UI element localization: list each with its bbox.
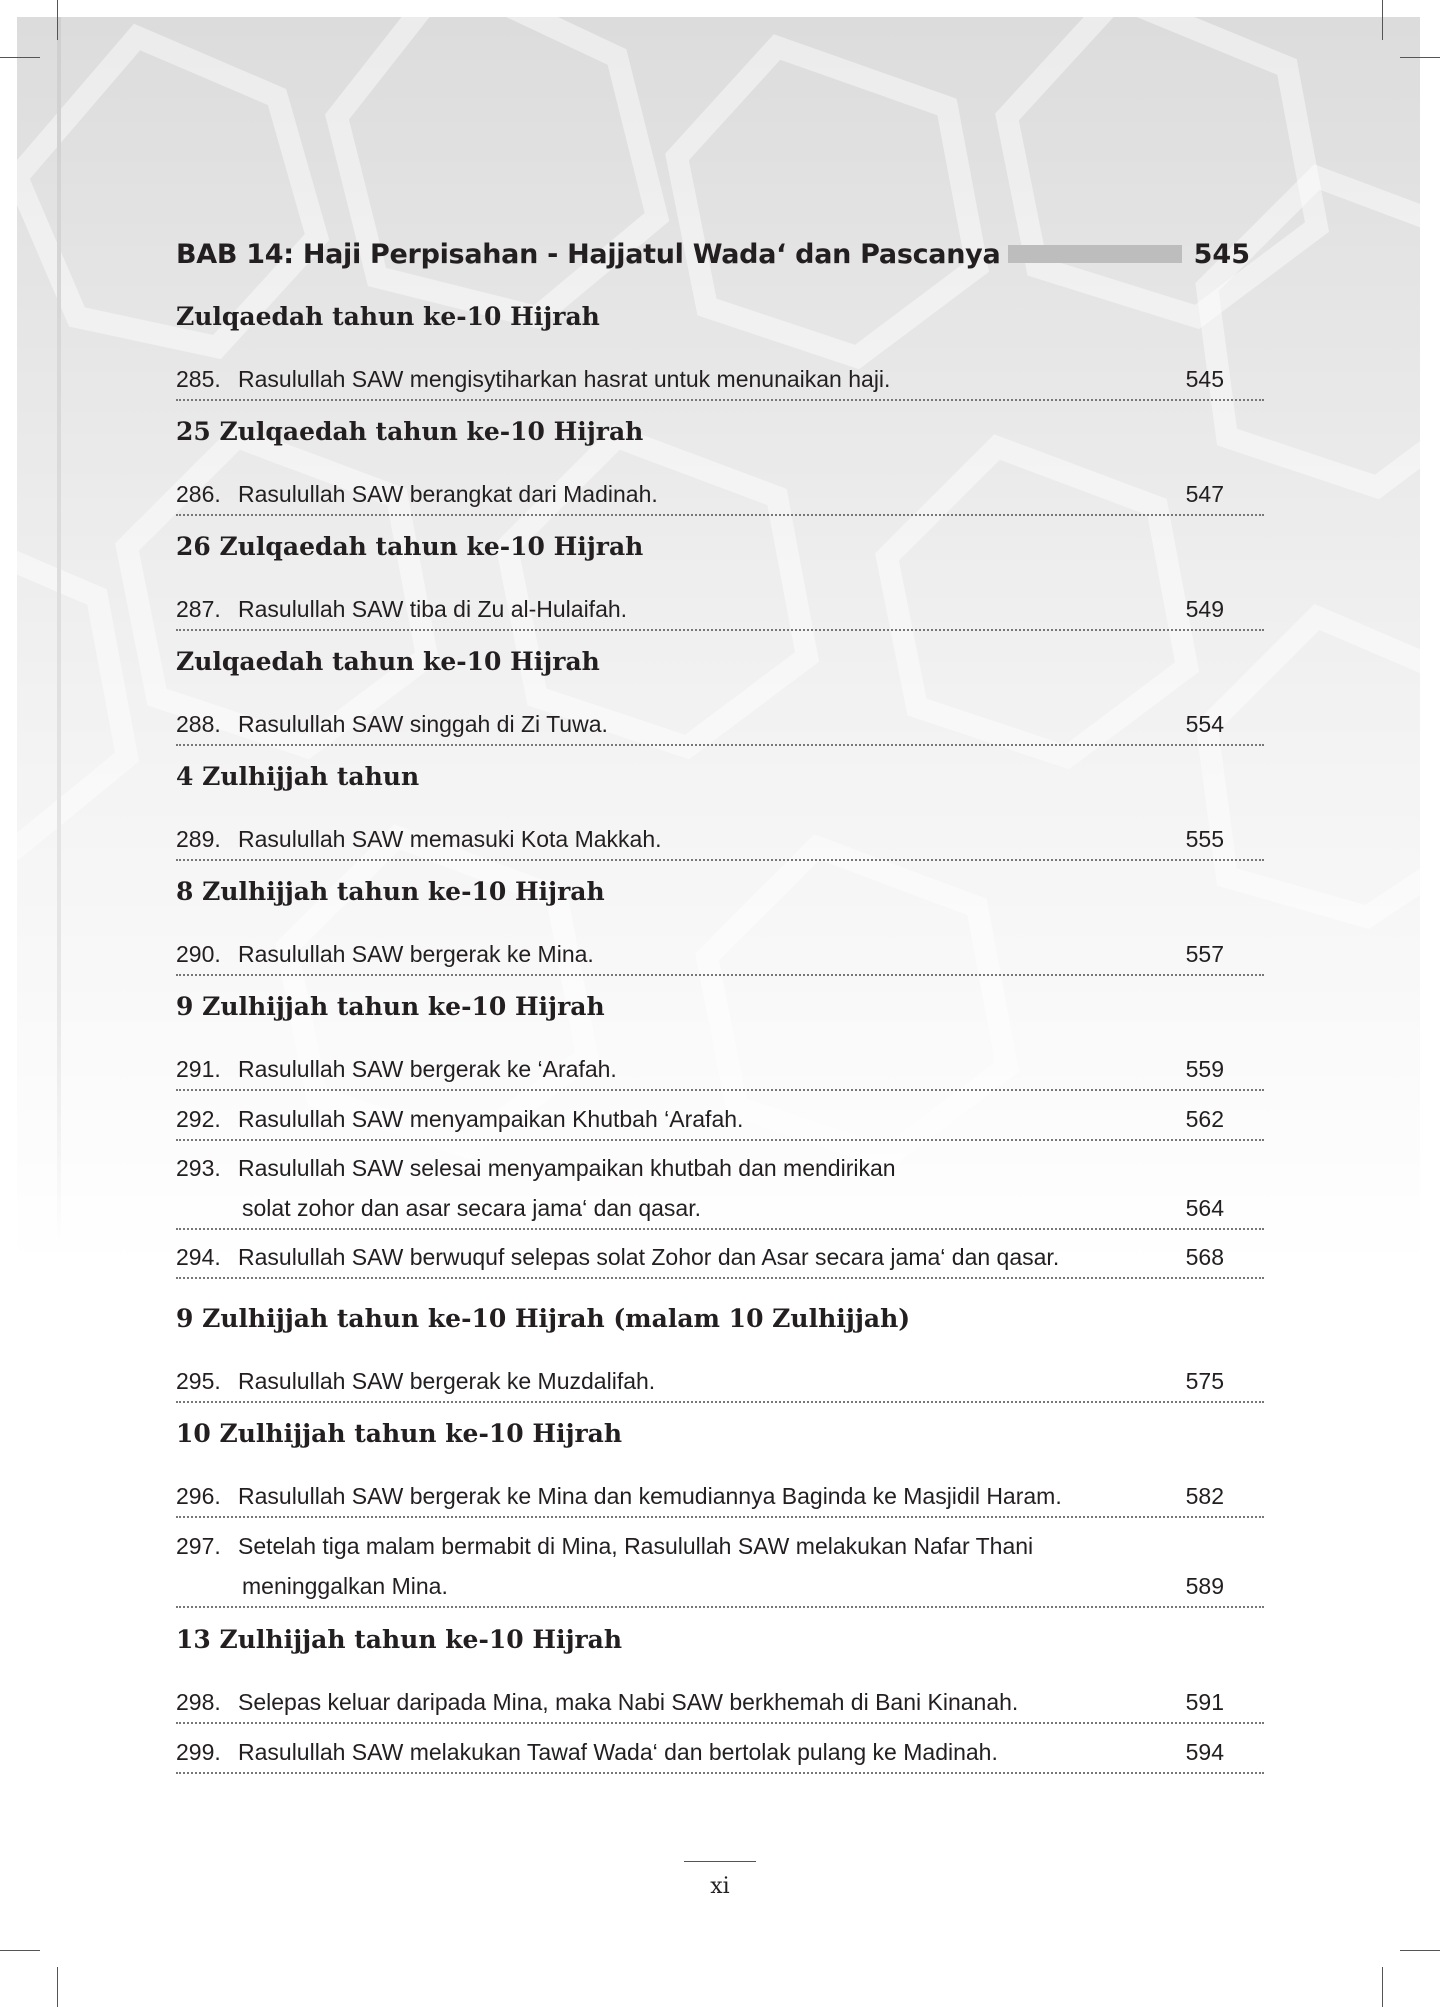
crop-mark (1400, 1950, 1440, 1951)
entry-title: Rasulullah SAW tiba di Zu al-Hulaifah. (238, 596, 628, 622)
entry-number: 290. (176, 941, 221, 967)
entry-page-number: 568 (1185, 1244, 1224, 1270)
entry-page-number: 555 (1185, 826, 1224, 852)
entry-number: 292. (176, 1106, 221, 1132)
entry-title: Rasulullah SAW bergerak ke Mina. (238, 941, 594, 967)
entry-page-number: 557 (1185, 941, 1224, 967)
entry-title: Rasulullah SAW mengisytiharkan hasrat untuk menunaikan haji. (238, 366, 891, 392)
toc-entry[interactable] (176, 819, 1264, 861)
entry-title: Rasulullah SAW bergerak ke ‘Arafah. (238, 1056, 617, 1082)
toc-entry[interactable] (176, 1099, 1264, 1141)
chapter-title: BAB 14: Haji Perpisahan - Hajjatul Wada‘ dan Pascanya (176, 238, 1001, 270)
entry-number: 295. (176, 1368, 221, 1394)
section-heading: 26 Zulqaedah tahun ke-10 Hijrah (176, 532, 644, 561)
entry-title: Rasulullah SAW singgah di Zi Tuwa. (238, 711, 608, 737)
entry-page-number: 547 (1185, 481, 1224, 507)
entry-page-number: 545 (1185, 366, 1224, 392)
crop-mark (1382, 1967, 1383, 2007)
toc-entry[interactable] (176, 474, 1264, 516)
entry-page-number: 594 (1185, 1739, 1224, 1765)
toc-entry[interactable] (176, 1361, 1264, 1403)
entry-number: 294. (176, 1244, 221, 1270)
toc-entry[interactable] (176, 1732, 1264, 1774)
toc-entry[interactable] (176, 359, 1264, 401)
crop-mark (0, 57, 40, 58)
section-heading: 9 Zulhijjah tahun ke-10 Hijrah (malam 10 Zulhijjah) (176, 1304, 911, 1333)
toc-entry[interactable] (176, 589, 1264, 631)
crop-mark (57, 0, 58, 40)
entry-title: Setelah tiga malam bermabit di Mina, Rasulullah SAW melakukan Nafar Thani (238, 1533, 1034, 1559)
entry-title: Rasulullah SAW bergerak ke Muzdalifah. (238, 1368, 656, 1394)
chapter-page: 545 (1193, 238, 1250, 270)
entry-page-number: 589 (1185, 1573, 1224, 1599)
footer-rule (684, 1861, 756, 1862)
section-heading: 9 Zulhijjah tahun ke-10 Hijrah (176, 992, 605, 1021)
section-heading: 8 Zulhijjah tahun ke-10 Hijrah (176, 877, 605, 906)
section-heading: Zulqaedah tahun ke-10 Hijrah (176, 302, 600, 331)
entry-number: 296. (176, 1483, 221, 1509)
section-heading: 25 Zulqaedah tahun ke-10 Hijrah (176, 417, 644, 446)
entry-number: 293. (176, 1155, 221, 1181)
section-heading: 10 Zulhijjah tahun ke-10 Hijrah (176, 1419, 623, 1448)
entry-number: 285. (176, 366, 221, 392)
section-heading: Zulqaedah tahun ke-10 Hijrah (176, 647, 600, 676)
entry-page-number: 564 (1185, 1195, 1224, 1221)
entry-title: Rasulullah SAW memasuki Kota Makkah. (238, 826, 662, 852)
entry-title: solat zohor dan asar secara jama‘ dan qasar. (242, 1195, 701, 1221)
toc-entry[interactable] (176, 1237, 1264, 1279)
section-heading: 4 Zulhijjah tahun (176, 762, 420, 791)
entry-title: Rasulullah SAW selesai menyampaikan khutbah dan mendirikan (238, 1155, 896, 1181)
entry-page-number: 559 (1185, 1056, 1224, 1082)
entry-number: 289. (176, 826, 221, 852)
entry-title: meninggalkan Mina. (242, 1573, 448, 1599)
entry-page-number: 549 (1185, 596, 1224, 622)
entry-title: Rasulullah SAW menyampaikan Khutbah ‘Arafah. (238, 1106, 744, 1132)
crop-mark (1382, 0, 1383, 40)
toc-entry[interactable] (176, 1682, 1264, 1724)
entry-title: Rasulullah SAW berangkat dari Madinah. (238, 481, 658, 507)
crop-mark (0, 1950, 40, 1951)
toc-entry[interactable] (176, 1526, 1264, 1608)
entry-number: 297. (176, 1533, 221, 1559)
toc-entry[interactable] (176, 704, 1264, 746)
entry-number: 287. (176, 596, 221, 622)
entry-title: Rasulullah SAW bergerak ke Mina dan kemudiannya Baginda ke Masjidil Haram. (238, 1483, 1062, 1509)
entry-number: 298. (176, 1689, 221, 1715)
entry-title: Rasulullah SAW berwuquf selepas solat Zohor dan Asar secara jama‘ dan qasar. (238, 1244, 1060, 1270)
page-number: xi (710, 1874, 730, 1899)
left-edge-shade (57, 17, 61, 1247)
entry-page-number: 554 (1185, 711, 1224, 737)
crop-mark (57, 1967, 58, 2007)
entry-page-number: 575 (1185, 1368, 1224, 1394)
chapter-header (176, 232, 1250, 276)
entry-page-number: 562 (1185, 1106, 1224, 1132)
crop-mark (1400, 57, 1440, 58)
entry-title: Selepas keluar daripada Mina, maka Nabi SAW berkhemah di Bani Kinanah. (238, 1689, 1019, 1715)
entry-page-number: 591 (1185, 1689, 1224, 1715)
entry-title: Rasulullah SAW melakukan Tawaf Wada‘ dan bertolak pulang ke Madinah. (238, 1739, 998, 1765)
entry-number: 299. (176, 1739, 221, 1765)
chapter-bar (1008, 245, 1181, 263)
entry-number: 288. (176, 711, 221, 737)
entry-page-number: 582 (1185, 1483, 1224, 1509)
entry-number: 291. (176, 1056, 221, 1082)
section-heading: 13 Zulhijjah tahun ke-10 Hijrah (176, 1625, 623, 1654)
toc-entry[interactable] (176, 1049, 1264, 1091)
toc-entry[interactable] (176, 1476, 1264, 1518)
toc-entry[interactable] (176, 934, 1264, 976)
entry-number: 286. (176, 481, 221, 507)
toc-entry[interactable] (176, 1148, 1264, 1230)
